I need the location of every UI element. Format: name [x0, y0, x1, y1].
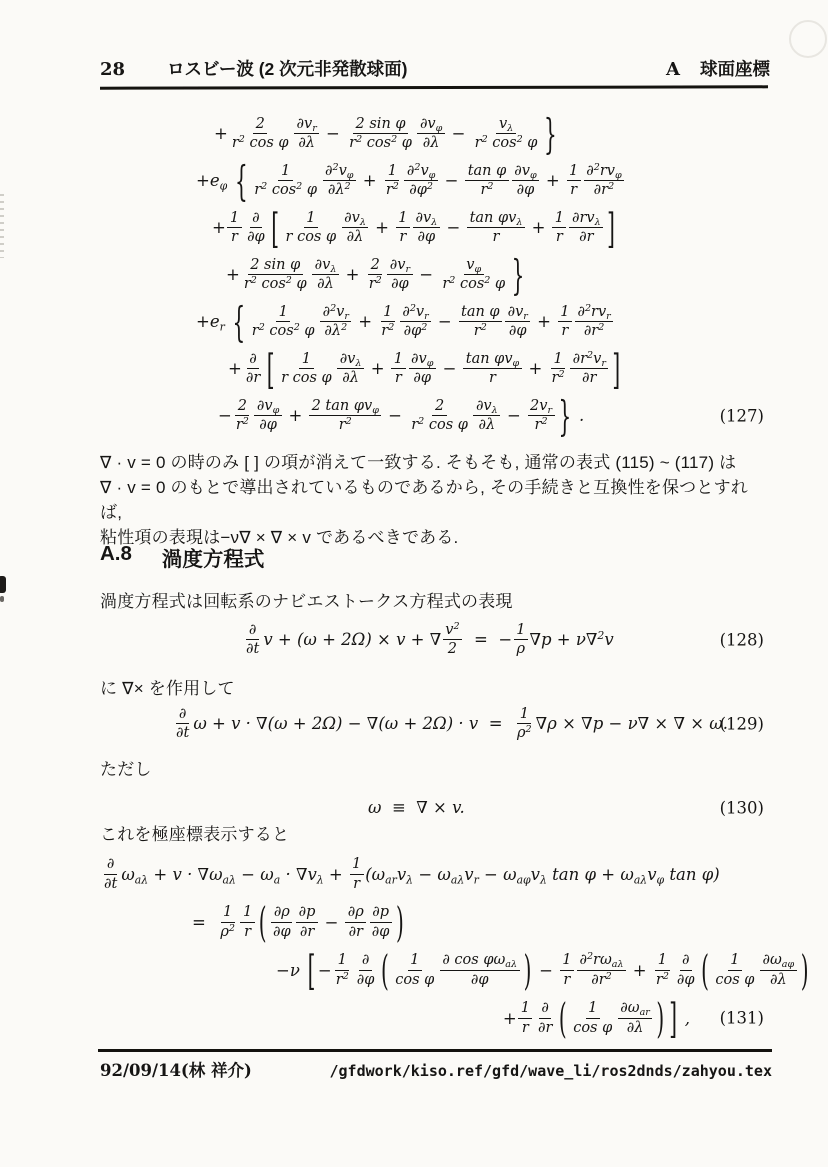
fraction: $\frac{1}{r}$ — [518, 1000, 532, 1035]
equation-number: (130) — [719, 798, 764, 817]
paragraph-line: ∇ · v = 0 の時のみ [ ] の項が消えて一致する. そもそも, 通常の表式 (115) ~ (117) は — [100, 453, 737, 472]
fraction: $\frac{\partial^2v_\varphi}{\partial\lambda^2}$ — [323, 163, 357, 198]
fraction: $\frac{1}{r^2}$ — [381, 303, 395, 339]
fraction: $\frac{\tan \varphi v_\varphi}{r}$ — [463, 351, 521, 386]
fraction: $\frac{2}{r^2 \cos \varphi}$ — [231, 115, 289, 151]
fraction: $\frac{1}{r^2}$ — [655, 952, 669, 988]
fraction: $\frac{\partial v_\lambda}{\partial\lambda}$ — [473, 398, 500, 433]
equation-line-content — [276, 945, 811, 995]
math-text: + — [531, 312, 557, 331]
big-delimiter: } — [558, 390, 572, 441]
fraction: $\frac{\partial}{\partial\varphi}$ — [676, 952, 695, 988]
math-text: − — [218, 406, 232, 425]
math-text: + — [340, 265, 365, 284]
fraction: $\frac{\partial\omega_{a\varphi}}{\partial\lambda}$ — [760, 952, 797, 987]
fraction: $\frac{\partial v_\varphi}{\partial\varphi}$ — [512, 163, 539, 198]
header-rule — [100, 85, 768, 89]
big-delimiter: ] — [612, 343, 621, 394]
big-delimiter: } — [543, 108, 557, 159]
fraction: $\frac{\partial}{\partial t}$ — [246, 621, 260, 657]
math-text: $+e_\varphi$ — [196, 171, 228, 193]
fraction: $\frac{\partial}{\partial t}$ — [176, 705, 190, 741]
math-text: + — [526, 218, 551, 237]
fraction: $\frac{1}{r^2}$ — [385, 162, 399, 198]
big-delimiter: ) — [656, 993, 665, 1043]
fraction: $\frac{1}{\text{cos φ}}$ — [395, 952, 435, 988]
math-text: $+e_r$ — [196, 312, 225, 334]
fraction: $\frac{\text{2 sin φ}}{r^2 \cos^2 \varphi}$ — [349, 115, 412, 151]
equation-line-content — [214, 108, 559, 159]
big-delimiter: [ — [307, 945, 316, 995]
fraction: $\frac{1}{\text{r cos φ}}$ — [281, 350, 332, 386]
equation-line — [100, 204, 768, 251]
footer-date-author: 92/09/14(林 祥介) — [100, 1061, 252, 1080]
equation-127 — [100, 110, 768, 439]
equation-line — [100, 994, 768, 1042]
equation-number: (129) — [719, 714, 764, 733]
math-text: ∇ρ × ∇p − ν∇ × ∇ × ω. — [535, 714, 728, 733]
math-text: − — [382, 406, 408, 425]
math-text: + — [226, 265, 240, 284]
math-text: = − — [463, 630, 513, 649]
big-delimiter: [ — [271, 202, 280, 253]
big-delimiter: ( — [380, 945, 389, 995]
fraction: $\frac{\partial\rho}{\partial r}$ — [345, 904, 366, 939]
fraction: $\frac{\partial v_\lambda}{\partial\lambda}$ — [342, 210, 369, 245]
fraction: $\frac{\partial rv_\lambda}{\partial r}$ — [569, 210, 603, 245]
fraction: $\frac{\partial v_\varphi}{\partial\varphi}$ — [254, 398, 281, 433]
fraction: $\frac{v^2}{2}$ — [443, 622, 462, 657]
paragraph-where: ただし — [100, 760, 152, 779]
paragraph-viscous-term — [100, 450, 768, 550]
equation-line — [100, 945, 809, 995]
fraction: $\frac{1}{\rho}$ — [514, 622, 528, 657]
footer-rule — [98, 1049, 772, 1052]
fraction: $\frac{1}{r}$ — [558, 304, 572, 339]
scan-speck-artifact — [0, 194, 4, 258]
fraction: $\frac{\partial}{\partial r}$ — [245, 350, 261, 386]
big-delimiter: [ — [266, 343, 275, 394]
equation-line — [100, 700, 768, 747]
fraction: $\frac{\partial v_\varphi}{\partial\varphi}$ — [409, 351, 436, 386]
fraction: $\frac{\partial p}{\partial\varphi}$ — [369, 904, 392, 939]
fraction: $\frac{2v_r}{r^2}$ — [528, 398, 555, 433]
fraction: $\frac{\partial}{\partial\varphi}$ — [356, 952, 375, 988]
equation-line-content — [368, 798, 465, 817]
fraction: $\frac{1}{r}$ — [396, 210, 410, 245]
appendix-title: 球面座標 — [700, 59, 770, 79]
fraction: $\frac{2}{r^2}$ — [368, 256, 382, 292]
math-text: + — [214, 124, 228, 143]
fraction: $\frac{\partial^2v_\varphi}{\partial\varphi^2}$ — [404, 163, 438, 198]
fraction: $\frac{\partial^2r\omega_{a\lambda}}{\partial r^2}$ — [577, 952, 626, 987]
fraction: $\frac{\partial v_r}{\partial\varphi}$ — [387, 257, 412, 292]
fraction: $\frac{1}{r^2 \cos^2 \varphi}$ — [254, 162, 317, 198]
fraction: $\frac{\partial r^2v_r}{\partial r}$ — [570, 351, 608, 386]
math-text: − — [446, 124, 471, 143]
fraction: $\frac{1}{r}$ — [227, 210, 241, 245]
fraction: $\frac{1}{\text{r cos φ}}$ — [285, 209, 337, 245]
fraction: $\frac{\text{2 sin φ}}{r^2 \cos^2 \varphi}$ — [243, 256, 307, 292]
math-text: − — [439, 171, 464, 190]
fraction: $\frac{\partial}{\partial t}$ — [104, 856, 118, 892]
equation-128 — [100, 616, 768, 663]
fraction: $\frac{\partial v_\lambda}{\partial\varphi}$ — [413, 210, 440, 245]
big-delimiter: ( — [701, 945, 709, 995]
math-text: + — [212, 218, 226, 237]
paragraph-intro-vorticity: 渦度方程式は回転系のナビエストークス方程式の表現 — [100, 592, 513, 611]
scan-ink-mark-small — [0, 596, 4, 602]
equation-line — [100, 298, 768, 345]
equation-line-content — [242, 622, 614, 657]
math-text: ω + v · ∇(ω + 2Ω) − ∇(ω + 2Ω) · v = — [193, 714, 514, 733]
paragraph-apply-curl: に ∇× を作用して — [100, 679, 235, 698]
fraction: $\frac{\partial v_\varphi}{\partial\lambda}$ — [417, 116, 444, 151]
equation-line — [100, 110, 768, 157]
fraction: $\frac{2 \tan \varphi v_\varphi}{r^2}$ — [309, 398, 381, 433]
equation-line — [100, 616, 768, 663]
paragraph-polar-coords: これを極座標表示すると — [100, 825, 290, 844]
big-delimiter: ) — [800, 945, 809, 995]
equation-line — [100, 850, 768, 898]
page-curl-artifact — [789, 20, 827, 58]
fraction: $\frac{1}{\rho^2}$ — [220, 904, 235, 940]
fraction: $\frac{\text{tan φ}}{r^2}$ — [459, 304, 503, 339]
fraction: $\frac{\partial^2rv_\varphi}{\partial r^2}$ — [584, 163, 624, 198]
fraction: $\frac{\partial v_r}{\partial\varphi}$ — [505, 304, 530, 339]
equation-129 — [100, 700, 768, 747]
fraction: $\frac{1}{r}$ — [391, 351, 405, 386]
fraction: $\frac{\tan \varphi v_\lambda}{r}$ — [467, 210, 525, 245]
math-text: + — [352, 312, 378, 331]
equation-line — [100, 251, 768, 298]
math-text: ∇p + ν∇$^2$v — [529, 629, 614, 649]
math-text: − — [432, 312, 458, 331]
equation-number: (127) — [719, 406, 764, 425]
fraction: $\frac{1}{r}$ — [240, 904, 254, 939]
equation-line-content — [226, 249, 527, 300]
math-text: $\omega_{a\lambda} + v \cdot \nabla\omega_{a\lambda} - \omega_a \cdot \nabla v_\lambda$ + — [121, 864, 349, 886]
fraction: $\frac{\partial^2rv_r}{\partial r^2}$ — [575, 304, 613, 339]
math-text: + — [283, 406, 308, 425]
equation-line-content — [218, 390, 585, 441]
fraction: $\frac{1}{\text{cos φ}}$ — [573, 1000, 613, 1036]
math-text: + — [369, 218, 395, 237]
equation-131 — [100, 850, 809, 1043]
chapter-title: ロスビー波 (2 次元非発散球面) — [167, 59, 408, 79]
fraction: $\frac{\partial\rho}{\partial\varphi}$ — [273, 904, 291, 940]
fraction: $\frac{1}{r}$ — [560, 952, 574, 987]
big-delimiter: ] — [669, 993, 677, 1043]
fraction: $\frac{1}{r^2 \cos^2 \varphi}$ — [251, 303, 315, 339]
fraction: $\frac{2}{r^2 \cos \varphi}$ — [411, 397, 468, 433]
equation-line-content — [196, 296, 615, 347]
fraction: $\frac{\partial v_r}{\partial\lambda}$ — [294, 116, 319, 151]
math-text: − — [319, 912, 344, 932]
big-delimiter: { — [232, 296, 246, 347]
fraction: $\frac{2}{r^2}$ — [235, 397, 249, 433]
big-delimiter: ( — [558, 993, 567, 1043]
big-delimiter: } — [511, 249, 525, 300]
math-text: . — [573, 406, 585, 425]
paragraph-line: ∇ · v = 0 のもとで導出されているものであるから, その手続きと互換性を保つとすれば, — [100, 478, 748, 522]
equation-line-content — [212, 202, 617, 253]
equation-line-content — [502, 993, 690, 1043]
fraction: $\frac{1}{r}$ — [552, 210, 566, 245]
page-header — [100, 56, 770, 81]
page-number: 28 — [100, 59, 126, 80]
math-text: − — [533, 960, 559, 980]
fraction: $\frac{1}{\text{cos φ}}$ — [715, 952, 755, 988]
big-delimiter: ( — [258, 897, 267, 947]
equation-line — [100, 345, 768, 392]
math-text: = — [192, 912, 217, 932]
equation-number: (131) — [719, 1008, 764, 1028]
footer-file-path: /gfdwork/kiso.ref/gfd/wave_li/ros2dnds/zahyou.tex — [329, 1062, 772, 1080]
equation-line — [100, 392, 768, 439]
math-text: − — [320, 124, 346, 143]
big-delimiter: ] — [607, 202, 615, 253]
math-text: + — [502, 1008, 517, 1028]
equation-line-content — [228, 343, 623, 394]
math-text: − — [437, 359, 462, 378]
equation-line-content — [100, 856, 720, 891]
math-text: ($\omega_{ar}v_\lambda - \omega_{a\lambda}v_r - \omega_{a\varphi}v_\lambda$ $\tan \varphi + \omega_{a\lambda}v_\varphi$ tan φ) — [365, 864, 720, 886]
appendix-letter: A — [666, 59, 680, 80]
fraction: $\frac{1}{r^2}$ — [335, 952, 349, 988]
fraction: $\frac{1}{\rho^2}$ — [517, 705, 532, 741]
math-text: + — [523, 359, 548, 378]
fraction: $\frac{\partial \cos \varphi\omega_{a\lambda}}{\partial\varphi}$ — [440, 952, 520, 987]
fraction: $\frac{\text{tan φ}}{r^2}$ — [465, 163, 509, 198]
math-text: + — [357, 171, 382, 190]
fraction: $\frac{v_\lambda}{r^2 \cos^2 \varphi}$ — [474, 115, 538, 151]
section-heading — [100, 542, 768, 572]
equation-line-content — [192, 897, 406, 947]
math-text: , — [679, 1008, 690, 1028]
fraction: $\frac{\partial}{\partial\varphi}$ — [247, 209, 265, 245]
big-delimiter: { — [234, 155, 248, 206]
math-text: + — [540, 171, 565, 190]
big-delimiter: ) — [395, 897, 404, 947]
math-text: −ν — [276, 960, 306, 980]
math-text: v + (ω + 2Ω) × v + ∇ — [263, 630, 442, 649]
math-text: − — [441, 218, 466, 237]
fraction: $\frac{\partial}{\partial r}$ — [537, 1000, 553, 1036]
equation-number: (128) — [719, 630, 764, 649]
big-delimiter: ) — [523, 945, 532, 995]
math-text: + — [365, 359, 390, 378]
math-text: − — [414, 265, 439, 284]
equation-line — [100, 157, 768, 204]
fraction: $\frac{\partial v_\lambda}{\partial\lambda}$ — [337, 351, 364, 386]
paragraph-line: 粘性項の表現は−ν∇ × ∇ × v であるべきである. — [100, 528, 459, 547]
fraction: $\frac{1}{r}$ — [567, 163, 581, 198]
section-number: A.8 — [100, 542, 132, 565]
equation-line-content — [196, 155, 626, 206]
fraction: $\frac{\partial\omega_{ar}}{\partial\lambda}$ — [618, 1000, 653, 1035]
section-title: 渦度方程式 — [161, 548, 265, 571]
fraction: $\frac{\partial^2v_r}{\partial\lambda^2}$ — [320, 304, 351, 339]
fraction: $\frac{\partial p}{\partial r}$ — [296, 904, 318, 939]
math-text: + — [228, 359, 242, 378]
fraction: $\frac{\partial^2v_r}{\partial\varphi^2}$ — [400, 304, 431, 339]
math-text: − — [317, 960, 332, 980]
fraction: $\frac{\partial v_\lambda}{\partial\lambda}$ — [312, 257, 339, 292]
page-footer — [100, 1057, 772, 1081]
math-text: ω ≡ ∇ × v. — [368, 798, 465, 817]
fraction: $\frac{1}{r}$ — [350, 856, 364, 891]
equation-line — [100, 898, 768, 946]
math-text: − — [501, 406, 527, 425]
fraction: $\frac{1}{r^2}$ — [551, 350, 565, 386]
scan-ink-mark — [0, 576, 6, 593]
equation-line-content — [172, 706, 728, 741]
fraction: $\frac{v_\varphi}{r^2 \cos^2 \varphi}$ — [442, 256, 506, 292]
math-text: + — [627, 960, 652, 980]
